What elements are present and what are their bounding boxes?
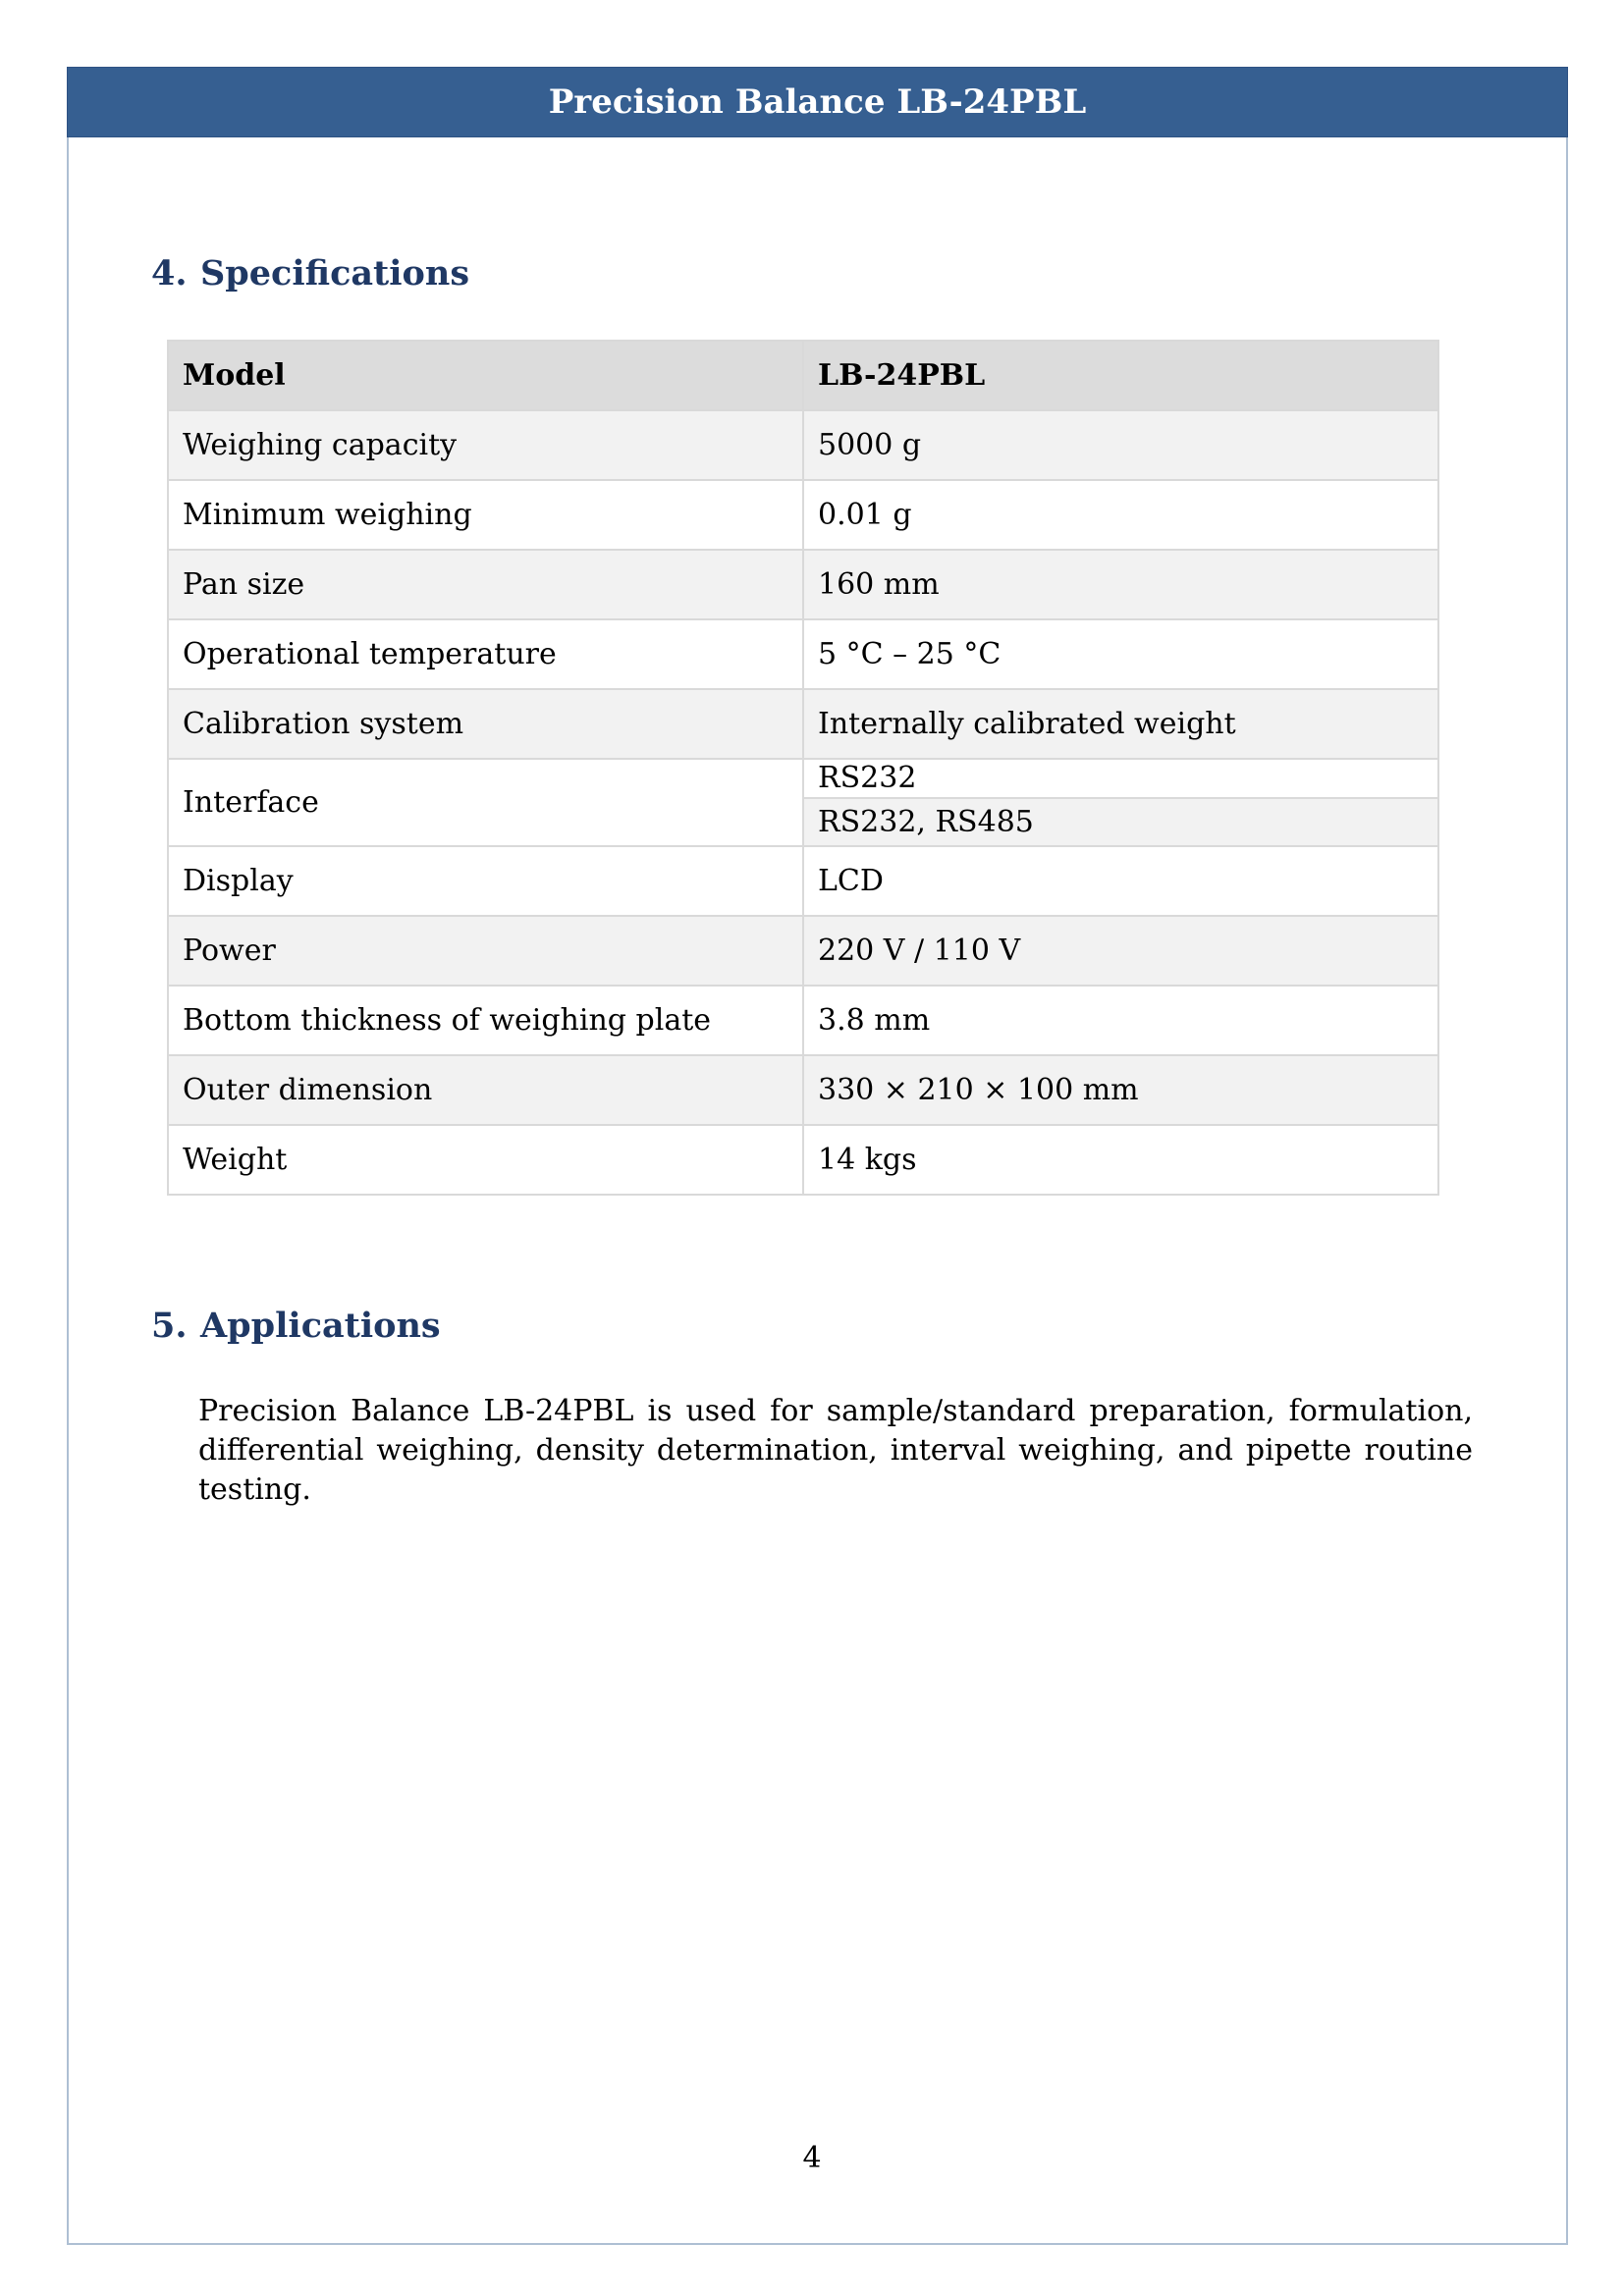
spec-value: 14 kgs: [803, 1125, 1438, 1195]
spec-value: 3.8 mm: [803, 986, 1438, 1055]
spec-label: Weight: [168, 1125, 803, 1195]
section-heading-applications: [151, 1306, 441, 1346]
table-row: [168, 410, 1438, 480]
table-row: [168, 689, 1438, 759]
spec-value: 220 V / 110 V: [803, 916, 1438, 986]
table-row: [168, 1055, 1438, 1125]
spec-value: Internally calibrated weight: [803, 689, 1438, 759]
document-title: Precision Balance LB-24PBL: [548, 82, 1087, 122]
table-row: [168, 619, 1438, 689]
applications-paragraph: Precision Balance LB-24PBL is used for sample/standard preparation, formulation, differential weighing, density determination, interval weighing, and pipette routine testing.: [198, 1394, 1473, 1507]
spec-label: Calibration system: [168, 689, 803, 759]
spec-label: Power: [168, 916, 803, 986]
table-row: [168, 1125, 1438, 1195]
spec-label: Minimum weighing: [168, 480, 803, 550]
table-row: [168, 550, 1438, 619]
spec-label: Display: [168, 846, 803, 916]
spec-value: 330 × 210 × 100 mm: [803, 1055, 1438, 1125]
table-row: [168, 846, 1438, 916]
spec-value: RS232, RS485: [803, 798, 1438, 846]
table-header-row: [168, 341, 1438, 410]
spec-label: Pan size: [168, 550, 803, 619]
spec-value: 160 mm: [803, 550, 1438, 619]
table-header-cell: Model: [168, 341, 803, 410]
table-row: [168, 916, 1438, 986]
table-row: [168, 986, 1438, 1055]
spec-value: 5000 g: [803, 410, 1438, 480]
spec-label: Interface: [168, 759, 803, 846]
specifications-table: [167, 340, 1439, 1196]
spec-value: LCD: [803, 846, 1438, 916]
spec-value: 5 °C – 25 °C: [803, 619, 1438, 689]
table-header-cell: LB-24PBL: [803, 341, 1438, 410]
table-row: [168, 480, 1438, 550]
table-row: [168, 759, 1438, 798]
page-number: 4: [802, 2141, 822, 2175]
section-number: 5.: [151, 1306, 188, 1346]
section-title: Specifications: [200, 253, 470, 294]
section-title: Applications: [200, 1306, 441, 1346]
spec-label: Weighing capacity: [168, 410, 803, 480]
spec-value: 0.01 g: [803, 480, 1438, 550]
spec-label: Operational temperature: [168, 619, 803, 689]
section-number: 4.: [151, 253, 188, 294]
document-header: [67, 67, 1568, 137]
section-heading-specifications: [151, 253, 469, 294]
spec-value: RS232: [803, 759, 1438, 798]
spec-label: Bottom thickness of weighing plate: [168, 986, 803, 1055]
spec-label: Outer dimension: [168, 1055, 803, 1125]
